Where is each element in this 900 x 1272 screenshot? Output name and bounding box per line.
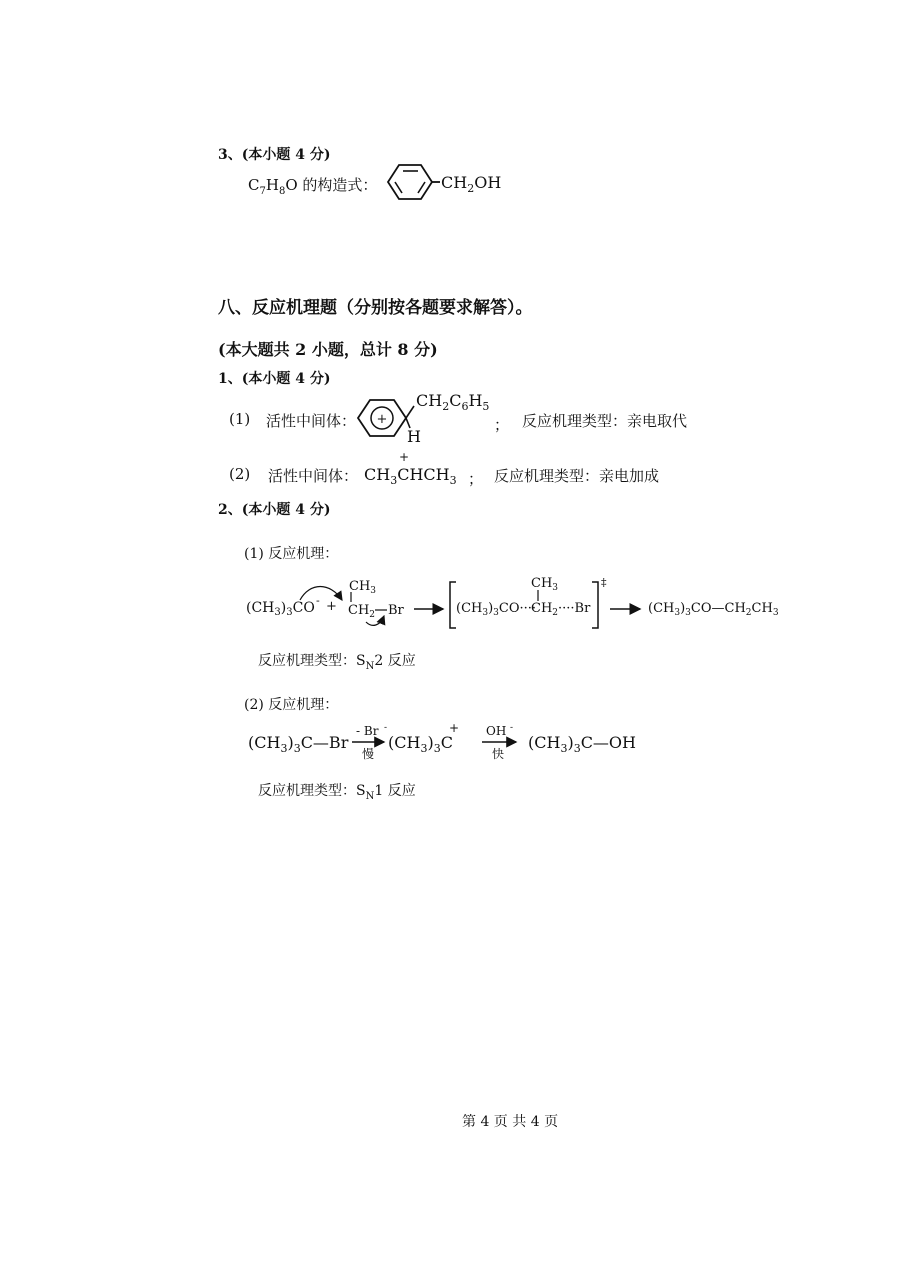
isopropyl-formula: $CH_3CHCH_3$: [364, 465, 457, 486]
q3-label: $C_7H_8O$ 的构造式：: [248, 176, 378, 197]
q1-part2-num: (2): [229, 465, 251, 483]
carbocation: $(CH_3)_3C$: [388, 733, 453, 755]
benzene-ring: [388, 165, 432, 199]
benzyl-group: $CH_2C_6H_5$: [416, 391, 490, 413]
q1-part2-mech: 反应机理类型：亲电加成: [494, 467, 660, 485]
sn1-reactant: $(CH_3)_3C—Br$: [248, 733, 349, 755]
ch2-label: $CH_2$: [348, 603, 376, 620]
double-bond: [418, 182, 425, 193]
arrow2-charge: -: [510, 723, 514, 733]
q1-heading: 1、(本小题 4 分): [218, 371, 331, 387]
arrow2-bottom-label: 快: [492, 747, 505, 761]
benzyl-alcohol-structure: [378, 160, 528, 204]
plus-sign: +: [399, 450, 410, 464]
q1-part1-num: (1): [229, 410, 251, 428]
q1-part2-label: 活性中间体：: [268, 467, 359, 485]
q2-part2-label: (2) 反应机理：: [244, 697, 339, 713]
sn1-mechanism: [238, 718, 658, 770]
q1-part1-label: 活性中间体：: [266, 412, 357, 430]
ch2oh-label: $CH_2OH$: [441, 173, 502, 195]
q1-part2-sep: ；: [468, 470, 484, 488]
arrow1-top-label: - Br: [356, 724, 379, 738]
arenium-ion-structure: [350, 384, 500, 446]
plus-operator: +: [326, 599, 337, 614]
q1-part1-mech: 反应机理类型：亲电取代: [522, 412, 688, 430]
plus-sign: +: [376, 412, 388, 427]
page-footer: 第 4 页 共 4 页: [462, 1114, 559, 1130]
right-bracket: [592, 582, 598, 628]
sn2-product: $(CH_3)_3CO—CH_2CH_3$: [648, 601, 779, 618]
q1-part1-sep: ；: [494, 416, 510, 434]
arrow1-bottom-label: 慢: [362, 747, 375, 761]
sn2-mechanism: [238, 570, 798, 634]
ts-right: $CH_2\cdot\cdot\cdot\cdot Br$: [531, 601, 591, 618]
ts-dagger: ‡: [601, 576, 607, 589]
isopropyl-cation-structure: [360, 450, 480, 486]
ts-methyl: $CH_3$: [531, 576, 559, 593]
nucleophile: $(CH_3)_3CO$: [246, 600, 315, 618]
q2-part2-type: 反应机理类型：$S_N1$ 反应: [258, 783, 416, 802]
double-bond: [395, 182, 402, 193]
q3-heading: 3、(本小题 4 分): [218, 147, 331, 163]
cation-plus: +: [449, 721, 460, 735]
h-label: H: [407, 427, 421, 446]
q2-part1-label: (1) 反应机理：: [244, 546, 339, 562]
q2-part1-type: 反应机理类型：$S_N2$ 反应: [258, 653, 416, 672]
methyl-label: $CH_3$: [349, 579, 377, 596]
curved-arrow: [300, 587, 342, 601]
arrow1-charge: -: [384, 723, 388, 733]
negative-charge: -: [316, 594, 320, 607]
arrow2-top-label: OH: [486, 724, 507, 738]
section-title: 八、反应机理题（分别按各题要求解答）。: [218, 298, 533, 318]
br-label: Br: [388, 603, 404, 618]
bond-line: [406, 406, 414, 418]
section-subtitle: (本大题共 2 小题，总计 8 分): [218, 340, 438, 359]
q2-heading: 2、(本小题 4 分): [218, 502, 331, 518]
sn1-product: $(CH_3)_3C—OH$: [528, 733, 636, 755]
ts-left: $(CH_3)_3CO\cdot\cdot\cdot\cdot$: [456, 601, 537, 618]
